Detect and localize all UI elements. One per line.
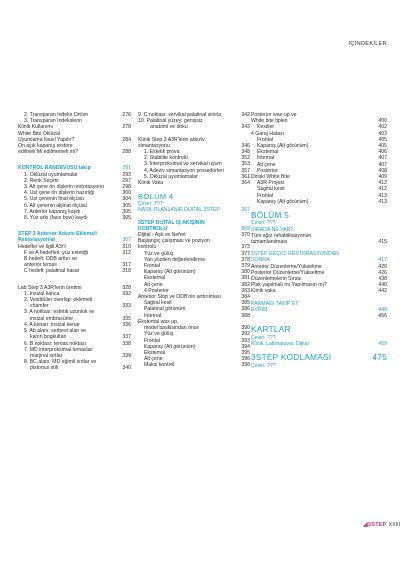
toc-entry-title: 4. Üst çene ön dişlerin hazırlığı [24, 190, 95, 197]
toc-entry-title: Frontal [144, 263, 160, 270]
toc-page-number: 442 [378, 288, 387, 295]
toc-page-number: 417 [378, 257, 387, 264]
toc-entry-title: 1. Estetik prova [144, 149, 180, 156]
toc-page-number: 317 [122, 262, 131, 269]
toc-page-number: 336 [122, 321, 131, 328]
toc-entry-title: Düzenlemelerin Sırası [251, 276, 302, 283]
spacer [18, 221, 131, 231]
toc-entry-title: edilmeli Mi edilmemeli mi? [18, 149, 78, 156]
toc-entry-title: kontrolü [138, 244, 157, 251]
toc-column-1 [18, 112, 131, 372]
toc-entry-title: NASIL PLANLANIR DİJİTAL 3STEP [138, 207, 220, 214]
toc-entry[interactable] [138, 362, 250, 368]
toc-entry-title: Uyumlama Nasıl Yapılır? [18, 136, 75, 143]
toc-entry-title: Tüm ağız rehabilitasyonun [251, 232, 312, 239]
toc-entry[interactable] [18, 268, 131, 274]
toc-entry-title: SONRA [251, 257, 270, 264]
toc-page-number: 475 [372, 353, 387, 363]
toc-entry-title: Sagital kesit [257, 186, 285, 193]
toc-entry-title: BÖLÜM 4 [138, 192, 174, 202]
toc-entry-title: 3. Alt çene ön dişlerin restorasyonu [24, 184, 105, 191]
toc-entry-title: KARTLAR [251, 325, 291, 335]
toc-page-number: 284 [122, 136, 131, 143]
toc-entry-title: 5. Oklüzal uyumlamalar [144, 173, 198, 180]
toc-entry-title: BÖLÜM 5 [251, 211, 290, 221]
toc-page-number: 407 [378, 161, 387, 168]
toc-page-number: 393 [241, 337, 250, 344]
chapter-title[interactable] [251, 325, 387, 334]
toc-entry-title: Frontal [257, 192, 273, 199]
toc-entry-title: Kapanış (Alt görünüm) [257, 143, 309, 150]
toc-entry-title: Çeviri: ??? [251, 362, 276, 369]
chapter-entry[interactable] [138, 207, 250, 213]
toc-page-number: 298 [122, 184, 131, 191]
toc-entry-title: Alt çene [144, 281, 163, 288]
toc-entry-title: 2. Renk Seçimi [24, 177, 59, 184]
toc-page-number: 337 [122, 334, 131, 341]
toc-page-number: 305 [122, 202, 131, 209]
toc-page-number: 413 [378, 192, 387, 199]
toc-entry-title: 2. Vestibüler overlap: eklemeli [24, 297, 93, 304]
toc-entry-title: 4 Posterior [144, 287, 169, 294]
toc-entry-title: Klinik Vaka [138, 180, 164, 187]
toc-entry-title: SIRADA NE VAR? [251, 226, 294, 233]
toc-entry-title: chamfer [30, 303, 49, 310]
toc-entry-title: 6. Alt çenenin alijinat ölçüsü [24, 202, 88, 209]
toc-entry-title: pistonus stili [30, 365, 58, 372]
toc-page-number: 426 [378, 269, 387, 276]
toc-entry-title: 6. B noktası: temas noktası [24, 340, 87, 347]
toc-entry-title: Klinik vaka [251, 288, 276, 295]
toc-entry-title: 4. Adeziv simantasyon prosedürleri [144, 167, 224, 174]
toc-entry-title: Anterior Düzenleme/Yükseltme [251, 263, 322, 270]
toc-entry-title: Klinik Step 3 A3R'lerin adeziv [138, 136, 205, 143]
toc-page-number: 276 [122, 112, 131, 118]
toc-entry-title: Anterior Stop ve ODB'nin arttırılması [138, 294, 221, 301]
toc-page-number: 380 [241, 269, 250, 276]
toc-entry-title: 1. Oklüzal uyumlamalar [24, 171, 78, 178]
toc-entry-title: Yan yüzden değerlendirme [144, 256, 206, 263]
toc-entry-title: 8. Yüz arkı (face bow) kaydı [24, 215, 88, 222]
toc-entry[interactable] [251, 288, 387, 294]
toc-page-number: 405 [378, 143, 387, 150]
toc-page-number: 396 [241, 356, 250, 363]
toc-entry-title: 4 Garaj Hatası [251, 130, 285, 137]
toc-entry-title: Klinik Kullanımı [18, 124, 54, 131]
brand-logo [363, 521, 387, 528]
toc-entry-title: 3STEP GEÇİCİ RESTORASYONDAN [251, 251, 339, 258]
toc-entry-title: Dijital - Aşk ve Nefret [138, 232, 186, 239]
toc-page-number: 440 [378, 282, 387, 289]
toc-entry-title: 5. Üst çenenin final ölçüsü [24, 196, 85, 203]
toc-entry-title: B hedefi: ODB arttırı ve [24, 256, 78, 263]
chapter-title[interactable] [251, 353, 387, 362]
toc-entry-title: 4. A kenarı: insizal kenar [24, 321, 80, 328]
toc-entry-title: Çeviri: ??? [251, 220, 276, 227]
toc-entry-title: A3R Projesi [257, 180, 285, 187]
toc-entry-title: Ekstemal wax up, [138, 318, 179, 325]
toc-page-number: 381 [241, 275, 250, 282]
toc-entry-title: Kapanış (Alt görünüm) [257, 198, 309, 205]
toc-page-number: 348 [241, 149, 250, 156]
toc-page-number: 297 [122, 177, 131, 184]
toc-entry-title: Maksi kontrol [144, 362, 175, 369]
toc-page-number: 305 [122, 208, 131, 215]
page-number: XXIII [388, 521, 400, 528]
toc-column-2 [138, 112, 250, 369]
toc-entry-title: 3. İnterproksimal ve servikal uyum [144, 161, 222, 168]
toc-page-number: 402 [378, 124, 387, 131]
toc-entry-title: Alt çene [144, 356, 163, 363]
spacer [18, 275, 131, 285]
toc-entry-title: Kesitler [257, 124, 275, 131]
toc-page-number: 293 [122, 171, 131, 178]
toc-entry[interactable] [18, 215, 131, 221]
toc-page-number: 364 [241, 180, 250, 187]
toc-entry-title: Lab Step 3 A3R'lerin üretimi [18, 284, 82, 291]
toc-entry-title: Sagital kesit [144, 300, 172, 307]
toc-page-number: 335 [122, 315, 131, 322]
spacer [18, 155, 131, 165]
toc-column-3 [251, 112, 387, 369]
toc-entry-title: KONTROL RANDEVUSU takip [18, 165, 91, 172]
toc-entry-title: insizal embrasürler [30, 315, 74, 322]
toc-page-number: 413 [378, 198, 387, 205]
toc-entry-title: model baskisindan önce [144, 325, 200, 332]
toc-entry-title: White Bite Oklüzal [18, 130, 60, 137]
toc-page-number: 456 [378, 313, 387, 320]
toc-entry-title: 2. Stabilite kontrolü [144, 155, 188, 162]
toc-entry-title: Ekstemal [144, 275, 166, 282]
toc-entry-title: Posterior wax-up ve [251, 112, 297, 118]
toc-entry[interactable] [18, 149, 131, 155]
toc-entry-title: 5. Ab alanı: serbest alan ve [24, 328, 87, 335]
toc-entry-title: 7. Anterior kapanış kaydı [24, 208, 81, 215]
toc-page-number: 357 [241, 167, 250, 174]
toc-page-number: 310 [122, 243, 131, 250]
toc-page-number: 312 [122, 249, 131, 256]
toc-entry-title: STEP 3 Anterior Adeziv Eklemeli [18, 231, 97, 238]
toc-page-number: 392 [241, 331, 250, 338]
toc-page-number: 398 [241, 362, 250, 369]
toc-entry[interactable] [251, 199, 387, 205]
toc-entry-title: kanın bogkultan [30, 334, 67, 341]
toc-page-number: 361 [241, 173, 250, 180]
toc-page-number: 291 [122, 165, 131, 172]
toc-entry[interactable] [138, 180, 250, 186]
toc-entry-title: Çeviri: ??? [251, 334, 276, 341]
toc-page-number: 408 [378, 167, 387, 174]
toc-entry-title: Frontal [144, 337, 160, 344]
toc-page-number: 333 [122, 303, 131, 310]
toc-page-number: 448 [378, 306, 387, 313]
toc-entry-title: marjinal sırtlar [30, 352, 63, 359]
toc-entry[interactable] [18, 365, 131, 371]
chapter-title[interactable] [138, 192, 250, 201]
toc-page-number: 420 [378, 263, 387, 270]
toc-page-number: 403 [378, 130, 387, 137]
toc-page-number: 377 [241, 250, 250, 257]
toc-page-number: 353 [241, 161, 250, 168]
toc-page-number: 390 [241, 325, 250, 332]
toc-page-number: 386 [241, 306, 250, 313]
toc-entry-title: Dinski White Bite [251, 174, 290, 181]
toc-entry[interactable] [138, 124, 250, 130]
toc-page-number: 395 [241, 349, 250, 356]
toc-entry-title: 9. C noktası: servikal palatinal sinirla [138, 112, 222, 118]
toc-entry-title: 3. Transparan İndekslerin [24, 118, 83, 125]
toc-entry-title: Posterior [257, 167, 278, 174]
toc-entry-title: Hedefler ve ilgili A3r't [18, 243, 66, 250]
toc-entry-title: Ekstemal [144, 349, 166, 356]
toc-page-number: 352 [241, 155, 250, 162]
toc-page-number: 346 [241, 142, 250, 149]
toc-entry-title: Plak yapılmalı mı Yapılmasın mı? [251, 282, 327, 289]
toc-page-number: 328 [122, 284, 131, 291]
toc-page-number: 338 [122, 340, 131, 347]
toc-page-number: 388 [241, 312, 250, 319]
toc-entry-title: EVRİM [251, 306, 268, 313]
logo-mark-icon: ◢ [363, 522, 368, 528]
toc-page-number: 412 [378, 180, 387, 187]
toc-entry-title: Yüz ve gülüş [144, 331, 174, 338]
chapter-title[interactable] [251, 211, 387, 220]
toc-page-number: 407 [378, 155, 387, 162]
toc-section-heading[interactable] [251, 307, 387, 313]
toc-page-number: 438 [378, 276, 387, 283]
toc-page-number: 405 [378, 136, 387, 143]
toc-page-number: 370 [241, 232, 250, 239]
toc-entry-title: Alt çene [257, 161, 276, 168]
toc-page-number: 342 [241, 112, 250, 118]
toc-entry-title: Palatinal görünüm [144, 306, 186, 313]
toc-page-number: 385 [241, 300, 250, 307]
toc-entry-title: KONTROLÜ [138, 225, 168, 232]
toc-entry-title: anterior temas [24, 262, 57, 269]
toc-page-number: 369 [241, 225, 250, 232]
toc-page-number: 300 [122, 190, 131, 197]
toc-page-number: 278 [122, 124, 131, 131]
toc-page-number: 318 [122, 268, 131, 275]
toc-entry-title: Klinik, Laboratuvar, Dijital [251, 340, 309, 347]
page-footer [363, 521, 400, 528]
chapter-subtitle[interactable] [251, 363, 387, 369]
toc-entry-title: Restorasyonlar [18, 237, 56, 244]
toc-entry-title: simantasyonu [138, 142, 170, 149]
toc-page-number: 307 [122, 237, 131, 244]
toc-entry-title: Çeviri: ??? [138, 201, 163, 208]
toc-page-number: 409 [378, 174, 387, 181]
toc-entry-title: 3STEP DİJİTAL İŞ AKIŞININ [138, 219, 205, 226]
toc-entry-title: tamamlanılması [251, 239, 288, 246]
toc-page-number: 340 [122, 365, 131, 372]
toc-entry-title: 1. İnsizal kanca [24, 290, 60, 297]
toc-entry-title: İnternal [257, 155, 275, 162]
toc-entry-title: İnternal [144, 312, 162, 319]
toc-page-number: 394 [241, 343, 250, 350]
toc-entry[interactable] [251, 239, 387, 245]
toc-entry-title: Ekstemal [257, 149, 279, 156]
toc-entry-title: 3STEP KODLAMASI [251, 353, 332, 363]
toc-page-number: 332 [122, 290, 131, 297]
toc-page-number: 400 [378, 118, 387, 125]
toc-entry-title: 10. Palatinal yüzey: genişsiz [138, 118, 203, 125]
toc-page-number: 339 [122, 352, 131, 359]
page-header-title: İÇİNDEKİLER [348, 41, 387, 47]
toc-page-number: 384 [241, 294, 250, 301]
toc-page-number: 288 [122, 149, 131, 156]
toc-entry-title: Kapanış (Alt görünüm) [144, 343, 196, 350]
toc-page-number: 367 [241, 207, 250, 214]
toc-entry-title: 7. MD interproksimal temaslar: [24, 346, 94, 353]
toc-entry-title: anatomi ve doku [150, 124, 188, 131]
logo-text: 3STEP [367, 522, 387, 528]
toc-page-number: 382 [241, 281, 250, 288]
toc-entry-title: PARMAĞI TAKİP ET [251, 300, 299, 307]
toc-page-number: 343 [241, 124, 250, 131]
toc-entry-title: Frontal [257, 136, 273, 143]
toc-entry[interactable] [251, 341, 387, 347]
toc-entry-title: F ve A hedefleri: yüz estetiği [24, 249, 89, 256]
toc-entry-title: C hedefi: palatinal hasar [24, 268, 80, 275]
toc-entry-title: Yüz ve gülüş [144, 250, 174, 257]
toc-entry-title: Ön açık kapanış restore [18, 143, 73, 150]
toc-page-number: 459 [378, 340, 387, 347]
toc-page-number: 412 [378, 186, 387, 193]
toc-page-number: 379 [241, 263, 250, 270]
toc-page-number: 373 [241, 244, 250, 251]
toc-entry-title: Kapanış (Alt görünüm) [144, 269, 196, 276]
toc-page-number: 415 [378, 239, 387, 246]
toc-page-number: 378 [241, 256, 250, 263]
toc-page-number: 383 [241, 287, 250, 294]
toc-entry-title: 2. Transparan İndeks Örtüm [24, 112, 89, 118]
toc-page-number: 406 [378, 149, 387, 156]
toc-page-number: 304 [122, 196, 131, 203]
toc-entry-title: 3. A noktası: estetik uzunluk ve [24, 309, 95, 316]
toc-entry-title: 8. BC alanı: MD eğimli sırtlar ve [24, 359, 97, 366]
toc-entry-title: White bite tipleri [251, 118, 288, 125]
toc-page-number: 305 [122, 215, 131, 222]
toc-entry-title: Posterior Düzenleme/Yükseltme [251, 269, 325, 276]
toc-entry-title: Başlangıç çalışması ve poziyon [138, 238, 210, 245]
